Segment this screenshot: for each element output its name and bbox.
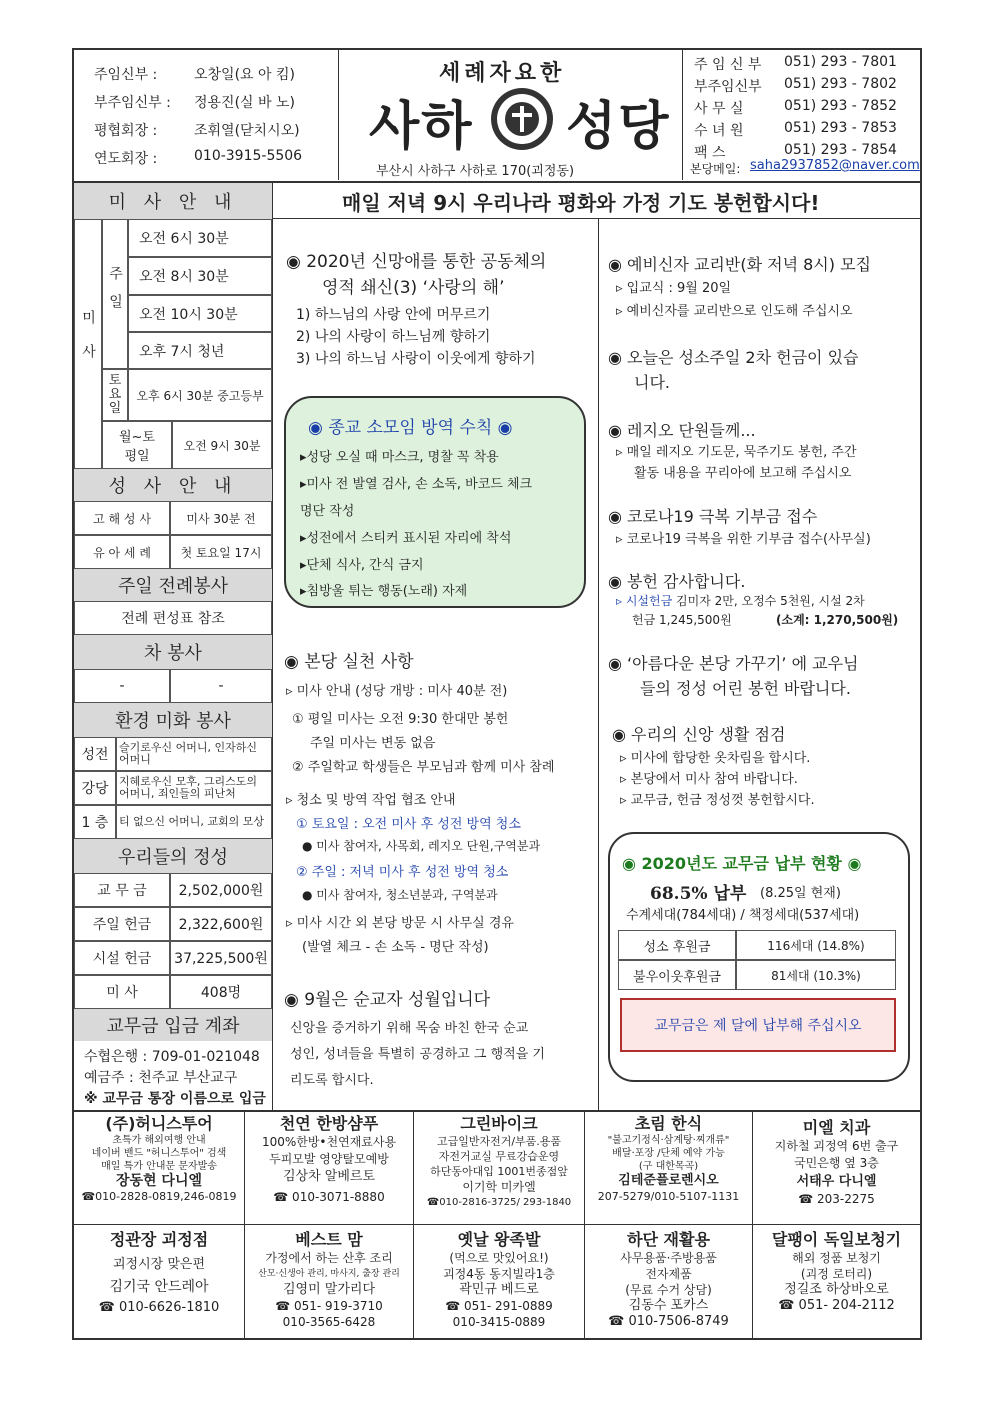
ad-phone: ☎ 010-7506-8749 [608,1314,729,1329]
church-name-right: 성당 [566,97,671,157]
practice-line-5: ● 미사 참여자, 사목회, 레지오 단원,구역분과 [302,839,541,853]
ad-line: 하단동아대입 1001번종점앞 [430,1165,568,1178]
practice-line-3: ② 주일학교 학생들은 부모님과 함께 미사 참례 [292,760,555,775]
staff-role-4: 연도회장 : [94,151,158,167]
ad-phone: ☎ 051- 204-2112 [778,1298,895,1313]
thanks-title: ◉ 봉헌 감사합니다. [608,572,746,591]
covid-item-1: ▸성당 오실 때 마스크, 명찰 꼭 착용 [300,450,499,465]
car-title: 차 봉사 [74,635,272,669]
ad-line: 배달·포장 /단체 예약 가능 [612,1148,725,1159]
thanks-total: (소계: 1,270,500원) [776,613,899,627]
ad-phone: ☎ 203-2275 [798,1192,875,1206]
patron-title: 세례자요한 [439,61,566,86]
offering-name-2: 주일 헌금 [74,907,170,941]
ad-line: 전자제품 [645,1267,692,1281]
weekday-label: 월~토 평일 [102,421,172,469]
contact-label-4: 수 녀 원 [694,123,744,139]
account-line-2: 예금주 : 천주교 부산교구 [84,1070,238,1086]
dues-households: 수계세대(784세대) / 책정세대(537세대) [626,908,860,923]
ad-phone: ☎ 010-3071-8880 [273,1190,385,1204]
ad-person: 이기학 미카엘 [462,1180,536,1194]
saturday-label: 토요일 [102,369,128,421]
church-address: 부산시 사하구 사하로 170(괴정동) [376,164,575,179]
ad-line: 매일 특가 안내문 문자발송 [101,1161,217,1172]
practice-line-2: 주일 미사는 변동 없음 [310,736,436,751]
covid-item-5: ▸단체 식사, 간식 금지 [300,558,424,573]
ad-person: 곽민규 베드로 [459,1282,539,1297]
corona-item: ▹ 코로나19 극복을 위한 기부금 접수(사무실) [616,532,871,547]
contact-label-3: 사 무 실 [694,101,744,117]
car-value-1: - [74,669,170,703]
ad-miel-dental [753,1120,920,1207]
legio-title: ◉ 레지오 단원들께... [608,421,756,440]
ad-snail-hearing-aid [753,1232,920,1314]
contact-phone-2: 051) 293 - 7802 [784,76,897,92]
header [74,50,920,180]
ad-jeonggwanjang [74,1232,244,1318]
env-place-1: 성전 [74,737,116,771]
contact-label-5: 팩 스 [694,145,726,161]
offering-amount-2: 2,322,600원 [170,907,272,941]
martyr-text-1: 신앙을 증거하기 위해 목숨 바친 한국 순교 [290,1021,529,1036]
practice-line-8: (발열 체크 - 손 소독 - 명단 작성) [302,940,489,955]
ad-phone: ☎010-2828-0819,246-0819 [81,1190,237,1203]
ad-best-mom [245,1232,413,1330]
dues-row-name-2: 불우이웃후원금 [618,960,736,990]
faith-item-1: ▹ 미사에 합당한 옷차림을 합시다. [620,751,811,766]
mass-title: 미 사 안 내 [74,183,272,219]
ad-line: 네이버 밴드 "허니스투어" 검색 [91,1148,227,1159]
ad-line: 지하철 괴정역 6번 출구 [774,1139,899,1153]
ad-name: 정관장 괴정점 [109,1230,209,1249]
weekday-mass: 오전 9시 30분 [172,421,272,469]
ad-person: 서태우 다니엘 [796,1174,877,1189]
ad-person: 장동현 다니엘 [115,1173,203,1189]
ad-name: 옛날 왕족발 [457,1230,541,1249]
sacrament-name-1: 고 해 성 사 [74,501,170,535]
sunday-label: 주일 [102,219,128,369]
thanks-line-2: 헌금 1,245,500원 [632,613,732,627]
sacrament-time-2: 첫 토요일 17시 [170,535,272,569]
faith-item-3: ▹ 교무금, 헌금 정성껏 봉헌합시다. [620,793,815,808]
dues-row-value-2: 81세대 (10.3%) [736,960,896,990]
staff-name-2: 정용진(실 바 노) [194,95,295,111]
offering-name-1: 교 무 금 [74,873,170,907]
staff-role-1: 주임신부 : [94,67,158,83]
offering-name-3: 시설 헌금 [74,941,170,975]
practice-sub-3: ▹ 미사 시간 외 본당 방문 시 사무실 경유 [286,916,514,931]
saturday-mass: 오후 6시 30분 중고등부 [128,369,272,421]
env-title: 환경 미화 봉사 [74,703,272,737]
env-group-2: 지혜로우신 모후, 그리스도의 어머니, 죄인들의 피난처 [116,771,272,805]
ad-green-bike [414,1116,584,1211]
ad-chorim-restaurant [585,1116,752,1205]
corona-title: ◉ 코로나19 극복 기부금 접수 [608,507,818,526]
renewal-item-1: 1) 하느님의 사랑 안에 머무르기 [296,307,491,323]
ad-line: 국민은행 옆 3층 [794,1156,879,1170]
ad-phone: ☎ 051- 919-3710 [275,1299,383,1313]
legio-item-2: 활동 내용을 꾸리아에 보고해 주십시오 [634,466,852,481]
staff-role-3: 평협회장 : [94,123,158,139]
ad-name: (주)허니스투어 [105,1114,213,1133]
practice-title: ◉ 본당 실천 사항 [284,652,414,672]
ad-line: 자전거교실 무료강습운영 [438,1150,560,1163]
ad-person: 김상차 알베르토 [282,1169,376,1184]
church-name-left: 사하 [369,97,474,157]
contact-phone-1: 051) 293 - 7801 [784,54,897,70]
dues-row-name-1: 성소 후원금 [618,930,736,960]
email-label: 본당메일: [690,162,741,176]
ad-person: 김테준플로렌시오 [618,1173,719,1188]
second-collection-1: ◉ 오늘은 성소주일 2차 헌금이 있습 [608,348,859,367]
ad-name: 하단 재활용 [627,1230,710,1249]
contact-phone-4: 051) 293 - 7853 [784,120,897,136]
ad-person: 김영미 말가리다 [282,1282,376,1297]
church-logo [491,88,553,150]
env-group-3: 티 없으신 어머니, 교회의 모상 [116,805,272,839]
covid-item-3: 명단 작성 [300,504,355,519]
ad-line: 해외 정품 보청기 [792,1251,881,1265]
liturgy-note: 전례 편성표 참조 [74,601,272,635]
env-place-3: 1 층 [74,805,116,839]
thanks-facility-label: ▹ 시설헌금 [616,594,673,608]
covid-item-4: ▸성전에서 스티커 표시된 자리에 착석 [300,531,512,546]
martyr-text-2: 성인, 성녀들을 특별히 공경하고 그 행적을 기 [290,1047,545,1062]
ad-name: 달팽이 독일보청기 [771,1230,902,1249]
ad-name: 베스트 맘 [295,1230,363,1249]
renewal-item-3: 3) 나의 하느님 사랑이 이웃에게 향하기 [296,351,536,367]
staff-role-2: 부주임신부 : [94,95,171,111]
ad-person: 김기국 안드레아 [109,1279,209,1295]
ad-line: "불고기정식·삼계탕·찌개류" [607,1135,730,1146]
catechumen-item-1: ▹ 입교식 : 9월 20일 [616,281,732,296]
contact-label-2: 부주임신부 [694,79,762,95]
practice-line-7: ● 미사 참여자, 청소년분과, 구역분과 [302,888,498,902]
thanks-facility-donors: 김미자 2만, 오정수 5천원, 시설 2차 [672,594,865,608]
ad-line: 두피모발 영양탈모예방 [269,1152,389,1166]
ad-line: (구 대한목곡) [638,1161,699,1172]
beautify-line-1: ◉ ‘아름다운 본당 가꾸기’ 에 교우님 [608,654,859,673]
ad-line: 초특가 해외여행 안내 [112,1135,206,1146]
staff-name-3: 조휘열(닫치시오) [194,123,300,139]
ad-line: 괴정4동 동지빌라1층 [443,1267,555,1281]
sacrament-name-2: 유 아 세 례 [74,535,170,569]
ad-line: 사무용품·주방용품 [620,1251,717,1265]
ad-name: 미엘 치과 [802,1118,871,1137]
ad-phone: 207-5279/010-5107-1131 [597,1190,740,1203]
legio-item-1: ▹ 매일 레지오 기도문, 묵주기도 봉헌, 주간 [616,445,857,460]
ad-line: 가정에서 하는 산후 조리 [265,1251,393,1265]
account-title: 교무금 입금 계좌 [74,1009,272,1041]
ad-herbal-shampoo [245,1116,413,1205]
ad-name: 초림 한식 [634,1114,703,1133]
faith-title: ◉ 우리의 신앙 생활 점검 [612,725,786,744]
dues-percent: 68.5% 납부 [650,884,747,904]
dues-notice: 교무금은 제 달에 납부해 주십시오 [620,998,896,1052]
car-value-2: - [170,669,272,703]
ad-person: 김동수 포카스 [628,1298,709,1313]
sunday-mass-4: 오후 7시 청년 [128,332,272,369]
banner: 매일 저녁 9시 우리나라 평화와 가정 기도 봉헌합시다! [342,191,820,215]
offering-amount-4: 408명 [170,975,272,1009]
ad-line: (괴정 로터리) [800,1267,873,1281]
faith-item-2: ▹ 본당에서 미사 참여 바랍니다. [620,772,798,787]
martyr-text-3: 리도록 합시다. [290,1073,374,1088]
liturgy-title: 주일 전례봉사 [74,569,272,601]
ad-phone-2: 010-3415-0889 [452,1315,546,1329]
catechumen-title: ◉ 예비신자 교리반(화 저녁 8시) 모집 [608,255,871,274]
staff-name-1: 오창일(요 아 킴) [194,67,295,83]
practice-sub-2: ▹ 청소 및 방역 작업 협조 안내 [286,793,456,808]
contact-phone-3: 051) 293 - 7852 [784,98,897,114]
offering-amount-1: 2,502,000원 [170,873,272,907]
ad-name: 천연 한방샴푸 [279,1114,379,1133]
ad-phone-2: 010-3565-6428 [282,1315,376,1329]
martyr-title: ◉ 9월은 순교자 성월입니다 [284,990,491,1010]
offering-title: 우리들의 정성 [74,839,272,873]
ad-person: 정길조 하상바오로 [784,1282,889,1297]
renewal-item-2: 2) 나의 사랑이 하느님께 향하기 [296,329,491,345]
staff-name-4: 010-3915-5506 [194,148,303,164]
dues-row-value-1: 116세대 (14.8%) [736,930,896,960]
env-place-2: 강당 [74,771,116,805]
ad-line: 100%한방•천연재료사용 [261,1135,397,1149]
contact-label-1: 주 임 신 부 [694,57,762,73]
mass-label: 미사 [74,219,102,469]
catechumen-item-2: ▹ 예비신자를 교리반으로 인도해 주십시오 [616,304,853,319]
practice-line-1: ① 평일 미사는 오전 9:30 한대만 봉헌 [292,712,509,727]
ad-phone: ☎ 051- 291-0889 [445,1299,553,1313]
sunday-mass-3: 오전 10시 30분 [128,295,272,332]
ad-line: 괴정시장 맞은편 [112,1257,206,1272]
contact-phone-5: 051) 293 - 7854 [784,142,897,158]
beautify-line-2: 들의 정성 어린 봉헌 바랍니다. [640,679,851,698]
covid-item-2: ▸미사 전 발열 검사, 손 소독, 바코드 체크 [300,477,533,492]
ad-phone: ☎ 010-6626-1810 [98,1300,220,1315]
offering-amount-3: 37,225,500원 [170,941,272,975]
ad-hadan-recycle [585,1232,752,1330]
ad-honeys-tour [74,1116,244,1205]
account-note: ※ 교무금 통장 이름으로 입금 [84,1091,266,1107]
ad-name: 그린바이크 [460,1114,538,1133]
practice-sub-1: ▹ 미사 안내 (성당 개방 : 미사 40분 전) [286,684,508,699]
practice-line-6: ② 주일 : 저녁 미사 후 성전 방역 청소 [296,865,509,880]
sunday-mass-2: 오전 8시 30분 [128,257,272,295]
sacrament-time-1: 미사 30분 전 [170,501,272,535]
thanks-line-1 [616,592,865,609]
dues-title: ◉ 2020년도 교무금 납부 현황 ◉ [622,854,862,873]
ad-line: (무료 수거 상담) [625,1283,712,1297]
email-link[interactable]: saha2937852@naver.com [750,158,920,173]
ad-line: 고급일반자전거/부품.용품 [436,1135,562,1148]
covid-item-6: ▸침방울 튀는 행동(노래) 자제 [300,584,468,599]
env-group-1: 슬기로우신 어머니, 인자하신 어머니 [116,737,272,771]
second-collection-2: 니다. [634,373,670,392]
ad-line: 산모·신생아 관리, 마사지, 출장 관리 [258,1269,400,1279]
renewal-title-1: ◉ 2020년 신망애를 통한 공동체의 [286,252,547,272]
ad-line: (먹으로 맛있어요!) [449,1251,549,1265]
account-line-1: 수협은행 : 709-01-021048 [84,1049,260,1065]
offering-name-4: 미 사 [74,975,170,1009]
practice-line-4: ① 토요일 : 오전 미사 후 성전 방역 청소 [296,817,521,832]
covid-title: ◉ 종교 소모임 방역 수칙 ◉ [308,418,513,438]
ad-phone: ☎010-2816-3725/ 293-1840 [426,1197,572,1208]
ad-wangjokbal [414,1232,584,1330]
renewal-title-2: 영적 쇄신(3) ‘사랑의 해’ [322,278,505,298]
sacrament-title: 성 사 안 내 [74,469,272,501]
dues-date: (8.25일 현재) [760,886,841,901]
sunday-mass-1: 오전 6시 30분 [128,219,272,257]
